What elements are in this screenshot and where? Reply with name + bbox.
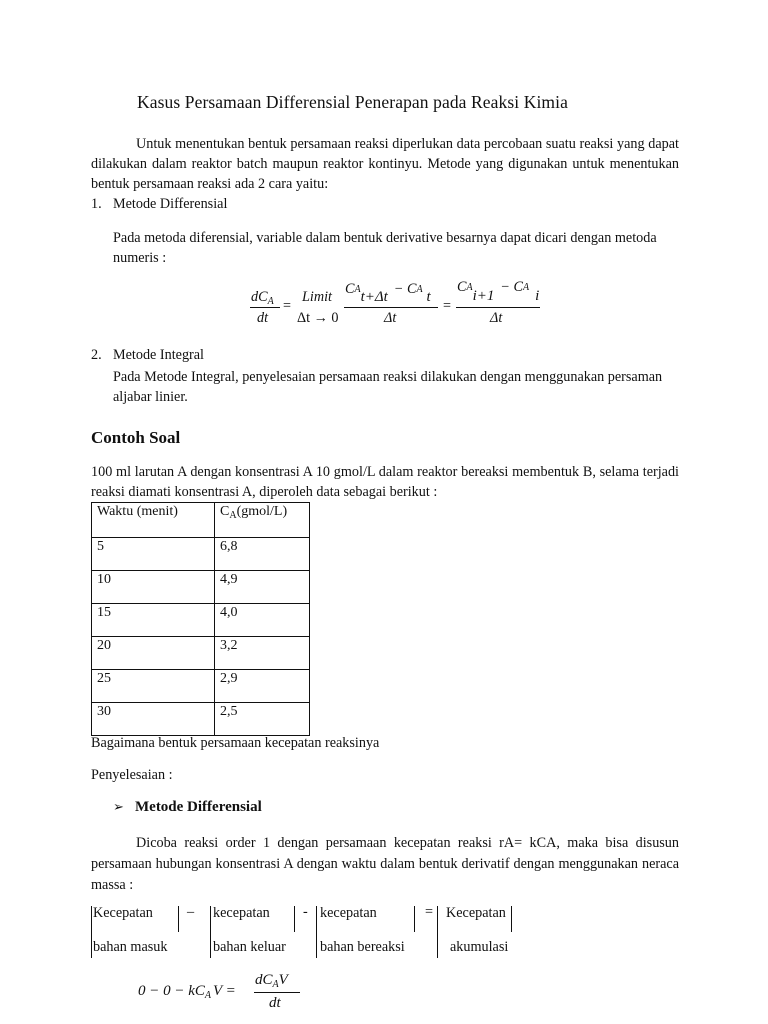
method1-title: Metode Differensial bbox=[113, 196, 228, 212]
eq1-lhs-numerator: $dC_A$ bbox=[251, 289, 274, 307]
balance-op2: - bbox=[303, 904, 308, 920]
balance-op3: = bbox=[425, 904, 434, 920]
eq2-fraction-bar bbox=[254, 992, 300, 993]
solution-paragraph: Dicoba reaksi order 1 dengan persamaan kecepatan reaksi rA= kCA, maka bisa disusun persamaan hubungan konsentrasi A dengan waktu dalam bentuk derivatif dengan menggunakan neraca massa : bbox=[91, 835, 679, 893]
table-cell-concentration: 3,2 bbox=[215, 637, 310, 670]
balance-term3-top: kecepatan bbox=[320, 905, 377, 921]
table-cell-concentration: 4,9 bbox=[215, 571, 310, 604]
eq1-right-fraction-bar bbox=[456, 307, 540, 308]
eq1-mid-fraction-bar bbox=[344, 307, 438, 308]
table-cell-time: 20 bbox=[92, 637, 215, 670]
example-heading: Contoh Soal bbox=[91, 428, 181, 447]
solution-label: Penyelesaian : bbox=[91, 767, 173, 783]
balance-bar bbox=[210, 906, 211, 958]
table-cell-time: 5 bbox=[92, 538, 215, 571]
table-cell-time: 15 bbox=[92, 604, 215, 637]
eq1-mid-denominator: Δt bbox=[384, 310, 397, 326]
method1-number: 1. bbox=[91, 196, 102, 212]
eq1-limit-under: Δt → 0 bbox=[297, 310, 339, 326]
eq1-equals-2: = bbox=[443, 298, 452, 314]
balance-bar bbox=[414, 906, 415, 932]
balance-term4-top: Kecepatan bbox=[446, 905, 506, 921]
balance-bar bbox=[91, 906, 92, 958]
balance-bar bbox=[178, 906, 179, 932]
eq2-numerator: $dC_AV$ bbox=[255, 972, 288, 990]
solution-bullet-icon: ➢ bbox=[113, 800, 124, 815]
balance-bar bbox=[316, 906, 317, 958]
intro-paragraph: Untuk menentukan bentuk persamaan reaksi diperlukan data percobaan suatu reaksi yang dapat dilakukan dalam reaktor batch maupun reaktor kontinyu. Metode yang digunakan untuk menentukan bentuk persamaan reaksi ada 2 cara yaitu: bbox=[91, 136, 679, 192]
page-title: Kasus Persamaan Differensial Penerapan pada Reaksi Kimia bbox=[137, 92, 568, 112]
table-cell-concentration: 2,5 bbox=[215, 703, 310, 736]
table-cell-concentration: 2,9 bbox=[215, 670, 310, 703]
balance-term2-bottom: bahan keluar bbox=[213, 939, 286, 955]
method2-text: Pada Metode Integral, penyelesaian persamaan reaksi dilakukan dengan menggunakan persaman aljabar linier. bbox=[113, 369, 663, 405]
balance-bar bbox=[294, 906, 295, 932]
balance-term2-top: kecepatan bbox=[213, 905, 270, 921]
eq2-lhs: $0 - 0 - kC_A$ V = bbox=[138, 983, 236, 1001]
table-cell-time: 30 bbox=[92, 703, 215, 736]
balance-op1: – bbox=[187, 904, 195, 920]
balance-bar bbox=[511, 906, 512, 932]
eq1-lhs-denominator: dt bbox=[257, 310, 269, 326]
solution-heading: Metode Differensial bbox=[135, 799, 262, 815]
table-cell-time: 10 bbox=[92, 571, 215, 604]
eq1-limit: Limit bbox=[302, 289, 332, 305]
eq1-lhs-fraction-bar bbox=[250, 307, 280, 308]
table-row bbox=[92, 604, 310, 637]
method2-number: 2. bbox=[91, 347, 102, 363]
eq2-denominator: dt bbox=[269, 995, 281, 1011]
table-row bbox=[92, 538, 310, 571]
eq1-right-denominator: Δt bbox=[490, 310, 503, 326]
balance-term1-top: Kecepatan bbox=[93, 905, 153, 921]
table-cell-concentration: 4,0 bbox=[215, 604, 310, 637]
balance-bar bbox=[437, 906, 438, 958]
table-cell-time: 25 bbox=[92, 670, 215, 703]
method1-text: Pada metoda diferensial, variable dalam bentuk derivative besarnya dapat dicari dengan metoda numeris : bbox=[113, 230, 657, 266]
table-header-concentration: $C_A(gmol/L)$ bbox=[215, 503, 310, 538]
eq1-mid-numerator: CAt+Δt − CA t bbox=[345, 281, 431, 305]
table-header-row bbox=[92, 503, 310, 538]
balance-term1-bottom: bahan masuk bbox=[93, 939, 168, 955]
eq1-right-numerator: CAi+1− CAi bbox=[457, 279, 540, 304]
table-cell-concentration: 6,8 bbox=[215, 538, 310, 571]
table-row bbox=[92, 637, 310, 670]
eq1-equals-1: = bbox=[283, 298, 292, 314]
table-row bbox=[92, 670, 310, 703]
example-question: Bagaimana bentuk persamaan kecepatan reaksinya bbox=[91, 735, 380, 751]
balance-term3-bottom: bahan bereaksi bbox=[320, 939, 405, 955]
table-row bbox=[92, 703, 310, 736]
concentration-table bbox=[91, 502, 310, 736]
table-header-time: Waktu (menit) bbox=[92, 503, 215, 538]
balance-term4-bottom: akumulasi bbox=[450, 939, 509, 955]
example-paragraph: 100 ml larutan A dengan konsentrasi A 10 gmol/L dalam reaktor bereaksi membentuk B, selama terjadi reaksi diamati konsentrasi A, diperoleh data sebagai berikut : bbox=[91, 464, 679, 500]
table-row bbox=[92, 571, 310, 604]
method2-title: Metode Integral bbox=[113, 347, 204, 363]
